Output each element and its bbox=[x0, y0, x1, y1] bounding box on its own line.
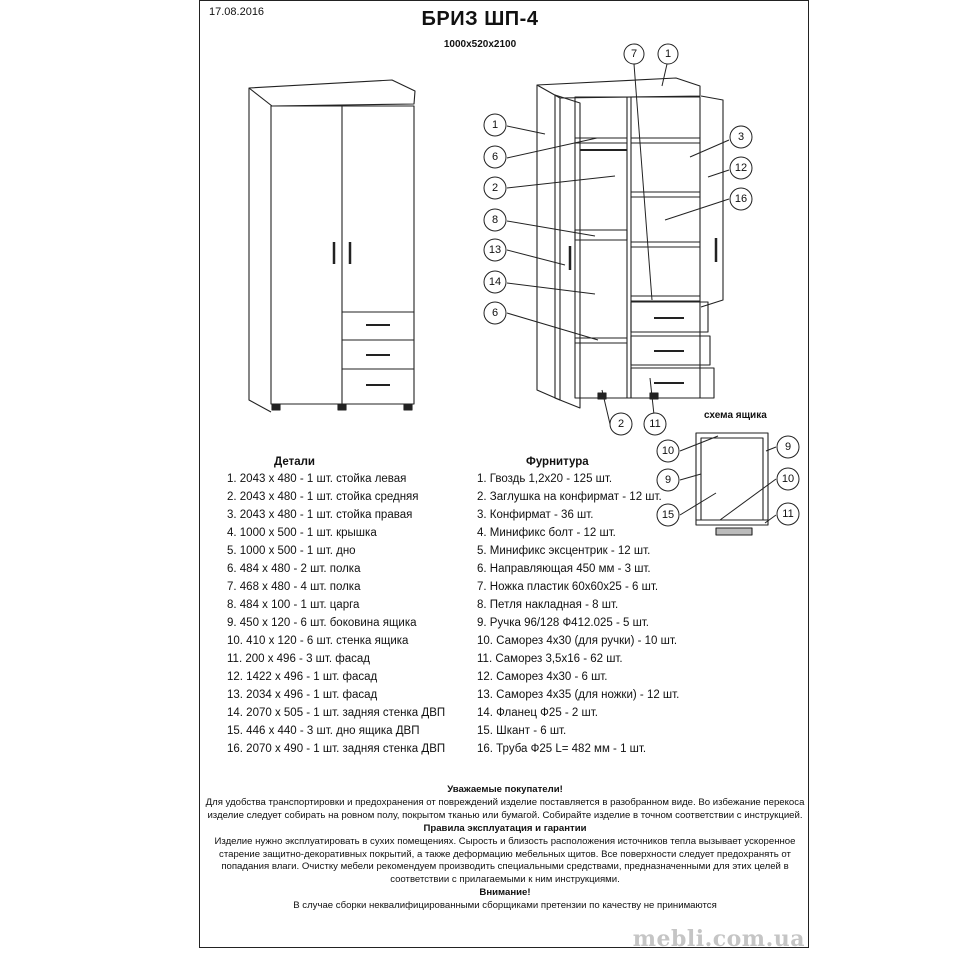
document-date: 17.08.2016 bbox=[209, 6, 265, 18]
hardware-list bbox=[477, 470, 679, 758]
product-dimensions: 1000x520x2100 bbox=[443, 39, 517, 50]
notice-heading: Внимание! bbox=[479, 887, 531, 899]
hardware-item: 7. Ножка пластик 60x60x25 - 6 шт. bbox=[477, 581, 659, 593]
parts-item: 11. 200 x 496 - 3 шт. фасад bbox=[227, 653, 370, 665]
parts-list bbox=[227, 470, 445, 758]
parts-item: 6. 484 x 480 - 2 шт. полка bbox=[227, 563, 361, 575]
customer-notice bbox=[205, 784, 805, 913]
callout-label: 12 bbox=[734, 162, 748, 174]
callout-label: 13 bbox=[488, 244, 502, 256]
watermark: mebli.com.ua bbox=[632, 926, 805, 952]
parts-item: 15. 446 x 440 - 3 шт. дно ящика ДВП bbox=[227, 725, 420, 737]
drawer-scheme-drawing bbox=[696, 433, 768, 535]
hardware-item: 8. Петля накладная - 8 шт. bbox=[477, 599, 619, 611]
callout-label: 14 bbox=[488, 276, 502, 288]
parts-item: 10. 410 x 120 - 6 шт. стенка ящика bbox=[227, 635, 409, 647]
open-wardrobe-drawing bbox=[537, 78, 723, 408]
parts-heading: Детали bbox=[274, 456, 315, 468]
parts-item: 1. 2043 x 480 - 1 шт. стойка левая bbox=[227, 473, 407, 485]
notice-paragraph: Изделие нужно эксплуатировать в сухих помещениях. Сырость и близость расположения источников тепла вызывает ускоренное старение защитно-декоративных покрытий, а также деформацию мебельных щитов. Все поверхности следует предохранять от попадания влаги. Очистку мебели рекомендуем производить специальными средствами, предназначенными для этих целей в соответствии с прилагаемыми к ним инструкциями. bbox=[214, 835, 796, 886]
callout-label: 9 bbox=[784, 441, 792, 453]
callout-label: 8 bbox=[491, 214, 499, 226]
callout-label: 2 bbox=[617, 418, 625, 430]
hardware-item: 12. Саморез 4x30 - 6 шт. bbox=[477, 671, 608, 683]
hardware-heading: Фурнитура bbox=[526, 456, 589, 468]
callout-label: 6 bbox=[491, 307, 499, 319]
hardware-item: 15. Шкант - 6 шт. bbox=[477, 725, 567, 737]
parts-item: 3. 2043 x 480 - 1 шт. стойка правая bbox=[227, 509, 413, 521]
hardware-item: 11. Саморез 3,5x16 - 62 шт. bbox=[477, 653, 623, 665]
hardware-item: 6. Направляющая 450 мм - 3 шт. bbox=[477, 563, 651, 575]
notice-paragraph: Для удобства транспортировки и предохранения от повреждений изделие поставляется в разобранном виде. Во избежание перекоса изделие следует собирать на ровном полу, покрытом тканью или бумагой. Собирайте изделие в точном соответствии с инструкцией. bbox=[205, 796, 805, 821]
hardware-item: 16. Труба Ф25 L= 482 мм - 1 шт. bbox=[477, 743, 647, 755]
closed-wardrobe-drawing bbox=[249, 80, 415, 412]
parts-item: 12. 1422 x 496 - 1 шт. фасад bbox=[227, 671, 378, 683]
notice-heading: Уважаемые покупатели! bbox=[447, 784, 563, 795]
callout-label: 1 bbox=[664, 48, 672, 60]
callout-label: 3 bbox=[737, 131, 745, 143]
callout-label: 6 bbox=[491, 151, 499, 163]
parts-item: 7. 468 x 480 - 4 шт. полка bbox=[227, 581, 361, 593]
callout-label: 7 bbox=[630, 48, 638, 60]
callout-label: 10 bbox=[661, 445, 675, 457]
callout-label: 16 bbox=[734, 193, 748, 205]
callout-label: 10 bbox=[781, 473, 795, 485]
hardware-item: 2. Заглушка на конфирмат - 12 шт. bbox=[477, 491, 662, 503]
hardware-item: 13. Саморез 4x35 (для ножки) - 12 шт. bbox=[477, 689, 680, 701]
callout-label: 15 bbox=[661, 509, 675, 521]
parts-item: 2. 2043 x 480 - 1 шт. стойка средняя bbox=[227, 491, 419, 503]
callout-label: 9 bbox=[664, 474, 672, 486]
product-title: БРИЗ ШП-4 bbox=[421, 8, 539, 30]
hardware-item: 3. Конфирмат - 36 шт. bbox=[477, 509, 594, 521]
parts-item: 16. 2070 x 490 - 1 шт. задняя стенка ДВП bbox=[227, 743, 446, 755]
hardware-item: 4. Минификс болт - 12 шт. bbox=[477, 527, 616, 539]
hardware-item: 5. Минификс эксцентрик - 12 шт. bbox=[477, 545, 651, 557]
hardware-item: 14. Фланец Ф25 - 2 шт. bbox=[477, 707, 598, 719]
parts-item: 14. 2070 x 505 - 1 шт. задняя стенка ДВП bbox=[227, 707, 446, 719]
drawer-scheme-title: схема ящика bbox=[704, 410, 767, 421]
parts-item: 4. 1000 x 500 - 1 шт. крышка bbox=[227, 527, 377, 539]
parts-item: 9. 450 x 120 - 6 шт. боковина ящика bbox=[227, 617, 417, 629]
hardware-item: 10. Саморез 4x30 (для ручки) - 10 шт. bbox=[477, 635, 678, 647]
notice-heading: Правила эксплуатация и гарантии bbox=[423, 822, 587, 834]
callout-label: 2 bbox=[491, 182, 499, 194]
callout-label: 11 bbox=[649, 418, 661, 430]
parts-item: 5. 1000 x 500 - 1 шт. дно bbox=[227, 545, 356, 557]
hardware-item: 1. Гвоздь 1,2x20 - 125 шт. bbox=[477, 473, 613, 485]
parts-item: 13. 2034 x 496 - 1 шт. фасад bbox=[227, 689, 378, 701]
callout-label: 11 bbox=[782, 508, 794, 520]
callout-label: 1 bbox=[491, 119, 499, 131]
hardware-item: 9. Ручка 96/128 Ф412.025 - 5 шт. bbox=[477, 617, 649, 629]
notice-paragraph: В случае сборки неквалифицированными сборщиками претензии по качеству не принимаются bbox=[293, 900, 717, 912]
parts-item: 8. 484 x 100 - 1 шт. царга bbox=[227, 599, 360, 611]
